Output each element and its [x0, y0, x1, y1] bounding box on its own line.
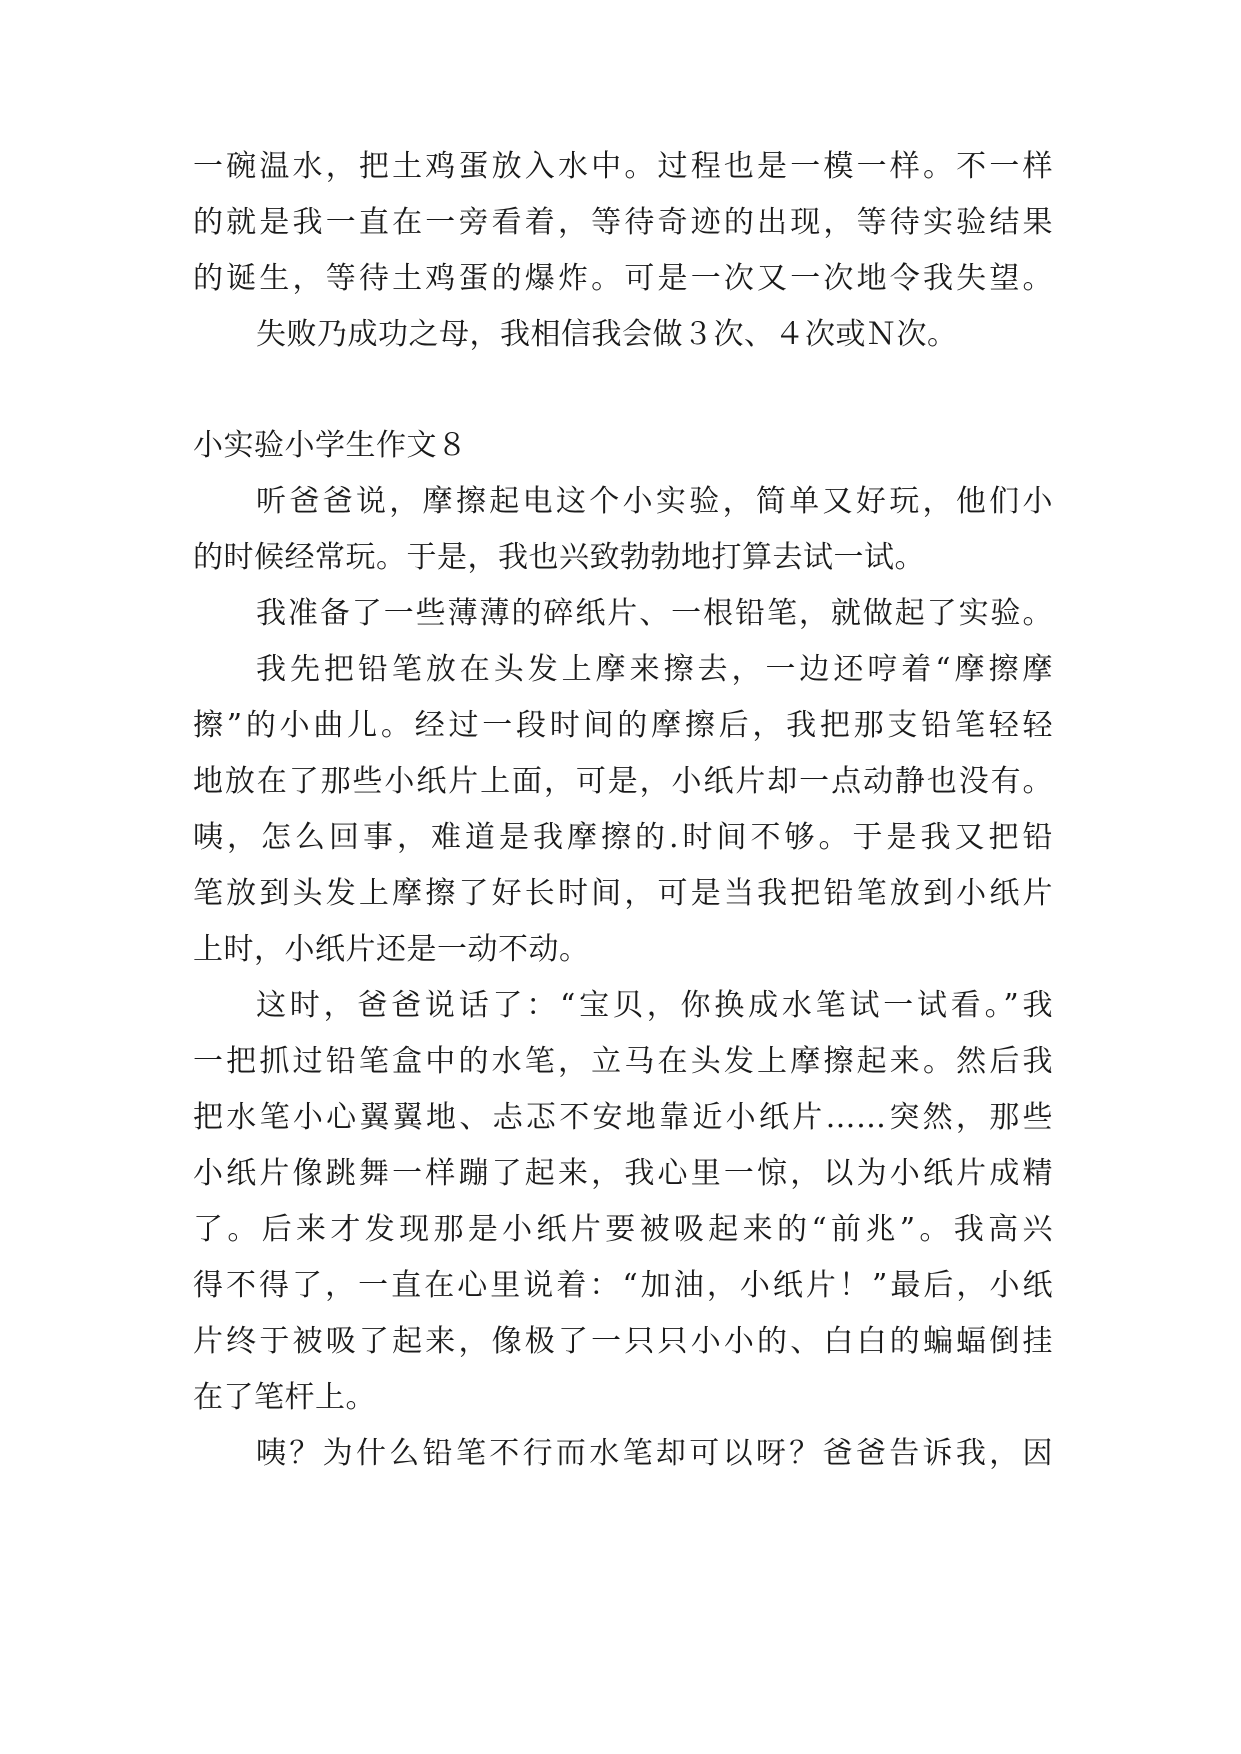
text-line: 了。后来才发现那是小纸片要被吸起来的“前兆”。我高兴 [193, 1212, 1053, 1247]
text-line: 咦，怎么回事，难道是我摩擦的.时间不够。于是我又把铅 [193, 820, 1053, 855]
text-line: 上时，小纸片还是一动不动。 [193, 932, 590, 967]
text-line: 的时候经常玩。于是，我也兴致勃勃地打算去试一试。 [193, 540, 925, 575]
text-line: 的就是我一直在一旁看着，等待奇迹的出现，等待实验结果 [193, 205, 1053, 240]
text-line: 我先把铅笔放在头发上摩来擦去，一边还哼着“摩擦摩 [256, 652, 1053, 687]
text-line: 咦？为什么铅笔不行而水笔却可以呀？爸爸告诉我，因 [256, 1436, 1053, 1471]
text-line: 一碗温水，把土鸡蛋放入水中。过程也是一模一样。不一样 [193, 149, 1053, 184]
text-line: 这时，爸爸说话了：“宝贝，你换成水笔试一试看。”我 [256, 988, 1053, 1023]
text-line: 一把抓过铅笔盒中的水笔，立马在头发上摩擦起来。然后我 [193, 1044, 1053, 1079]
text-line: 我准备了一些薄薄的碎纸片、一根铅笔，就做起了实验。 [256, 596, 1053, 631]
section-heading: 小实验小学生作文８ [193, 428, 468, 463]
text-line: 片终于被吸了起来，像极了一只只小小的、白白的蝙蝠倒挂 [193, 1324, 1053, 1359]
text-line: 小纸片像跳舞一样蹦了起来，我心里一惊，以为小纸片成精 [193, 1156, 1053, 1191]
text-line: 笔放到头发上摩擦了好长时间，可是当我把铅笔放到小纸片 [193, 876, 1053, 911]
text-line: 擦”的小曲儿。经过一段时间的摩擦后，我把那支铅笔轻轻 [193, 708, 1053, 743]
text-line: 在了笔杆上。 [193, 1380, 376, 1415]
text-line: 地放在了那些小纸片上面，可是，小纸片却一点动静也没有。 [193, 764, 1053, 799]
text-line: 得不得了，一直在心里说着：“加油，小纸片！”最后，小纸 [193, 1268, 1053, 1303]
text-line: 听爸爸说，摩擦起电这个小实验，简单又好玩，他们小 [256, 484, 1053, 519]
text-line: 把水笔小心翼翼地、忐忑不安地靠近小纸片……突然，那些 [193, 1100, 1053, 1135]
text-line: 失败乃成功之母，我相信我会做３次、４次或Ｎ次。 [256, 317, 958, 352]
text-line: 的诞生，等待土鸡蛋的爆炸。可是一次又一次地令我失望。 [193, 261, 1053, 296]
